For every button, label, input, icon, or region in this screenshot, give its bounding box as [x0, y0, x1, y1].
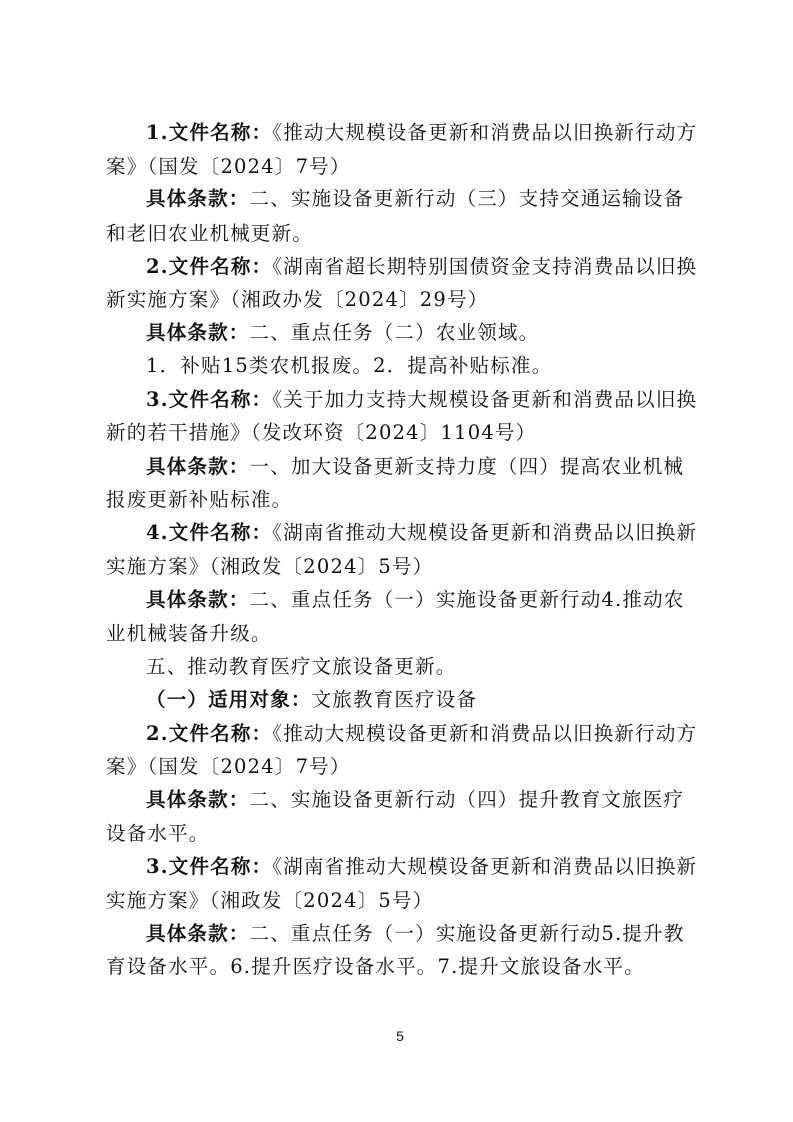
field-label: 4.文件名称： [146, 521, 273, 544]
field-text: 《湖南省超长期特别国债资金支持消费品以旧换 [272, 255, 698, 278]
field-label: （一）适用对象： [146, 688, 312, 711]
field-text: 《推动大规模设备更新和消费品以旧换新行动方 [272, 121, 698, 144]
field-label: 1.文件名称： [146, 121, 273, 144]
field-text: 二、实施设备更新行动（三）支持交通运输设备 [249, 187, 685, 210]
field-label: 具体条款： [146, 321, 250, 344]
field-label: 2.文件名称： [146, 255, 273, 278]
policy-file-title [146, 121, 697, 145]
continuation-line: 案》（国发〔2024〕7号） [106, 155, 351, 178]
policy-file-title [146, 855, 697, 879]
policy-clause [146, 788, 684, 812]
field-text: 二、重点任务（二）农业领域。 [249, 321, 540, 344]
field-label: 具体条款： [146, 922, 250, 945]
continuation-line: 新实施方案》（湘政办发〔2024〕29号） [106, 288, 489, 311]
field-label: 3.文件名称： [146, 855, 273, 878]
policy-clause [146, 321, 539, 345]
field-label: 具体条款： [146, 455, 250, 478]
field-label: 具体条款： [146, 588, 250, 611]
field-label: 具体条款： [146, 187, 250, 210]
continuation-line: 业机械装备升级。 [106, 622, 272, 645]
continuation-line: 实施方案》（湘政发〔2024〕5号） [106, 555, 434, 578]
continuation-line: 育设备水平。6.提升医疗设备水平。7.提升文旅设备水平。 [106, 955, 645, 978]
policy-clause [146, 922, 685, 946]
policy-file-title [146, 255, 697, 279]
field-text: 《推动大规模设备更新和消费品以旧换新行动方 [272, 722, 698, 745]
policy-clause [146, 455, 684, 479]
continuation-line: 实施方案》（湘政发〔2024〕5号） [106, 889, 434, 912]
field-text: 《关于加力支持大规模设备更新和消费品以旧换 [272, 388, 698, 411]
section-heading: 五、推动教育医疗文旅设备更新。 [146, 655, 457, 678]
policy-clause [146, 588, 685, 612]
field-text: 文旅教育医疗设备 [311, 688, 478, 711]
field-text: 《湖南省推动大规模设备更新和消费品以旧换新 [272, 521, 698, 544]
field-label: 具体条款： [146, 788, 250, 811]
field-text: 二、重点任务（一）实施设备更新行动4.推动农 [249, 588, 685, 611]
policy-file-title [146, 722, 697, 746]
continuation-line: 设备水平。 [106, 822, 210, 845]
field-label: 2.文件名称： [146, 722, 273, 745]
continuation-line: 报废更新补贴标准。 [106, 488, 293, 511]
continuation-line: 和老旧农业机械更新。 [106, 222, 314, 245]
clause-detail: 1．补贴15类农机报废。2．提高补贴标准。 [146, 354, 553, 377]
policy-clause [146, 187, 684, 211]
field-text: 一、加大设备更新支持力度（四）提高农业机械 [249, 455, 685, 478]
continuation-line: 新的若干措施》（发改环资〔2024〕1104号） [106, 421, 537, 444]
field-text: 二、实施设备更新行动（四）提升教育文旅医疗 [249, 788, 685, 811]
continuation-line: 案》（国发〔2024〕7号） [106, 755, 351, 778]
field-label: 3.文件名称： [146, 388, 273, 411]
page-number: 5 [396, 1028, 404, 1044]
field-text: 《湖南省推动大规模设备更新和消费品以旧换新 [272, 855, 698, 878]
policy-file-title [146, 388, 697, 412]
field-text: 二、重点任务（一）实施设备更新行动5.提升教 [249, 922, 685, 945]
applicable-objects [146, 688, 477, 712]
policy-file-title [146, 521, 697, 545]
